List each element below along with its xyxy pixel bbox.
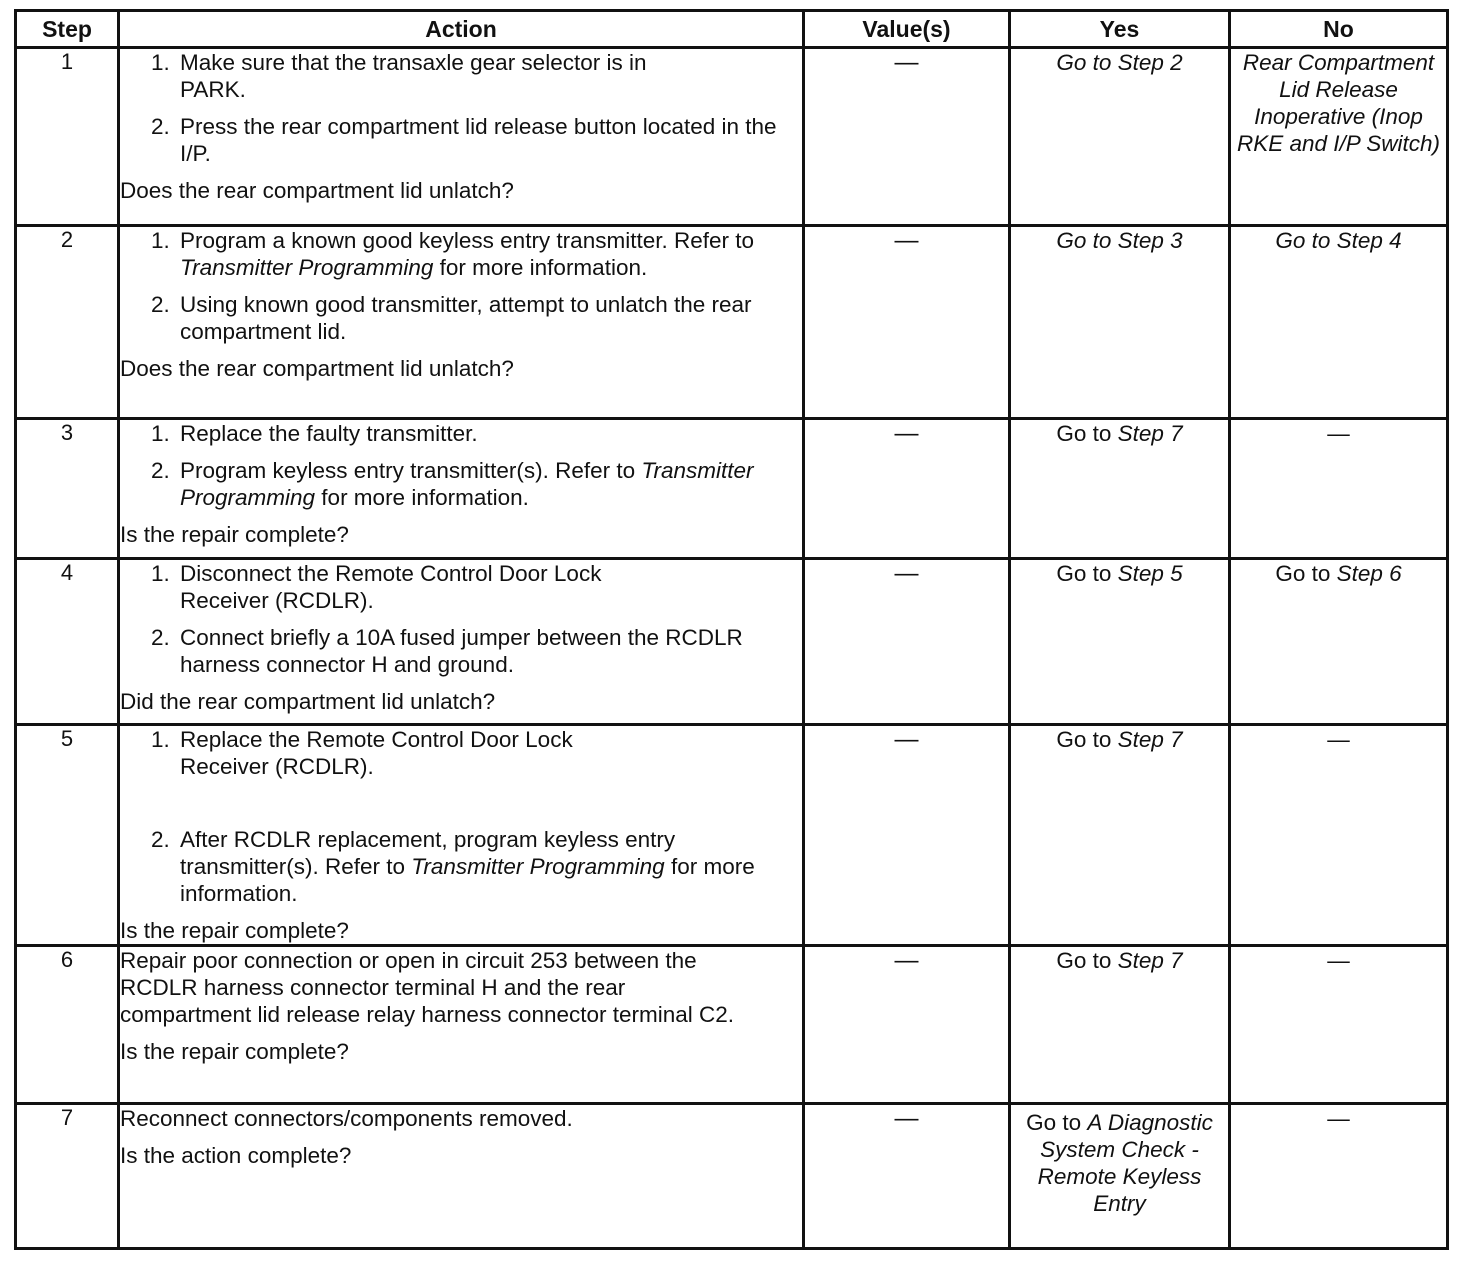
action-item: 1. Program a known good keyless entry transmitter. Refer to Transmitter Programming for more information.	[176, 227, 802, 281]
yes-cell	[1010, 48, 1230, 226]
header-action: Action	[119, 11, 804, 48]
step-number: 4	[16, 559, 119, 725]
step-number: 6	[16, 946, 119, 1104]
yes-cell: Go to Step 7	[1010, 725, 1230, 946]
yes-cell: Go to Step 5	[1010, 559, 1230, 725]
action-question: Did the rear compartment lid unlatch?	[120, 689, 496, 714]
action-item: 1. Disconnect the Remote Control Door Lock Receiver (RCDLR).	[176, 560, 802, 614]
table-row	[16, 419, 1448, 559]
step-number: 7	[16, 1104, 119, 1249]
yes-cell	[1010, 226, 1230, 419]
value-cell: —	[804, 419, 1010, 559]
action-cell	[119, 419, 804, 559]
table-row	[16, 1104, 1448, 1249]
action-cell	[119, 1104, 804, 1249]
reference-link[interactable]: Transmitter Programming	[411, 854, 665, 879]
header-row	[16, 11, 1448, 48]
table-row	[16, 48, 1448, 226]
yes-cell: Go to A Diagnostic System Check - Remote Keyless Entry	[1010, 1104, 1230, 1249]
no-cell: —	[1230, 419, 1448, 559]
yes-link[interactable]: Step 5	[1117, 561, 1183, 586]
no-cell: —	[1230, 946, 1448, 1104]
value-cell: —	[804, 226, 1010, 419]
action-item: 2. Program keyless entry transmitter(s). Refer to Transmitter Programming for more information.	[176, 457, 802, 511]
action-list	[120, 560, 802, 678]
action-list	[120, 726, 802, 907]
step-number: 3	[16, 419, 119, 559]
yes-link[interactable]: Go to Step 2	[1056, 50, 1183, 75]
value-cell: —	[804, 946, 1010, 1104]
action-question: Does the rear compartment lid unlatch?	[120, 178, 514, 203]
yes-link[interactable]: A Diagnostic System Check - Remote Keyless Entry	[1037, 1110, 1213, 1216]
no-link[interactable]: Step 6	[1336, 561, 1402, 586]
reference-link[interactable]: Transmitter Programming	[180, 255, 434, 280]
step-number: 5	[16, 725, 119, 946]
value-cell: —	[804, 559, 1010, 725]
step-number: 1	[16, 48, 119, 226]
step-number: 2	[16, 226, 119, 419]
header-step: Step	[16, 11, 119, 48]
header-yes: Yes	[1010, 11, 1230, 48]
no-link[interactable]: Go to Step 4	[1275, 228, 1402, 253]
reference-link[interactable]: Transmitter Programming	[180, 458, 754, 510]
action-list	[120, 49, 802, 167]
no-cell	[1230, 226, 1448, 419]
action-question: Is the repair complete?	[120, 918, 349, 943]
action-question: Does the rear compartment lid unlatch?	[120, 356, 514, 381]
yes-cell: Go to Step 7	[1010, 419, 1230, 559]
action-question: Is the repair complete?	[120, 522, 349, 547]
action-cell	[119, 946, 804, 1104]
no-cell	[1230, 48, 1448, 226]
action-cell	[119, 226, 804, 419]
table-row	[16, 946, 1448, 1104]
header-values: Value(s)	[804, 11, 1010, 48]
yes-link[interactable]: Step 7	[1117, 727, 1183, 752]
action-cell	[119, 48, 804, 226]
no-cell: —	[1230, 1104, 1448, 1249]
yes-cell: Go to Step 7	[1010, 946, 1230, 1104]
action-cell	[119, 559, 804, 725]
yes-link[interactable]: Go to Step 3	[1056, 228, 1183, 253]
action-cell	[119, 725, 804, 946]
table-row	[16, 226, 1448, 419]
yes-link[interactable]: Step 7	[1117, 948, 1183, 973]
action-list	[120, 420, 802, 511]
action-item: 2. Connect briefly a 10A fused jumper between the RCDLR harness connector H and ground.	[176, 624, 802, 678]
action-text: Reconnect connectors/components removed.	[120, 1106, 573, 1131]
value-cell: —	[804, 725, 1010, 946]
header-no: No	[1230, 11, 1448, 48]
no-cell: —	[1230, 725, 1448, 946]
diagnostic-table	[14, 9, 1449, 1250]
value-cell: —	[804, 1104, 1010, 1249]
table-row	[16, 559, 1448, 725]
yes-link[interactable]: Step 7	[1117, 421, 1183, 446]
action-item: 1. Replace the faulty transmitter.	[176, 420, 802, 447]
action-text: Repair poor connection or open in circuit 253 between the RCDLR harness connector terminal H and the rear compartment lid release relay harness connector terminal C2.	[120, 948, 735, 1027]
value-cell: —	[804, 48, 1010, 226]
action-list	[120, 227, 802, 345]
action-item: 1. Replace the Remote Control Door Lock Receiver (RCDLR).	[176, 726, 802, 780]
table-row	[16, 725, 1448, 946]
action-question: Is the action complete?	[120, 1143, 352, 1168]
action-question: Is the repair complete?	[120, 1039, 349, 1064]
no-cell: Go to Step 6	[1230, 559, 1448, 725]
action-item: 2. Press the rear compartment lid release button located in the I/P.	[176, 113, 784, 167]
action-item: 1. Make sure that the transaxle gear selector is in PARK.	[176, 49, 784, 103]
no-link[interactable]: Rear Compartment Lid Release Inoperative (Inop RKE and I/P Switch)	[1237, 50, 1440, 156]
action-item: 2. After RCDLR replacement, program keyless entry transmitter(s). Refer to Transmitter Programming for more information.	[176, 826, 802, 907]
action-item: 2. Using known good transmitter, attempt to unlatch the rear compartment lid.	[176, 291, 802, 345]
